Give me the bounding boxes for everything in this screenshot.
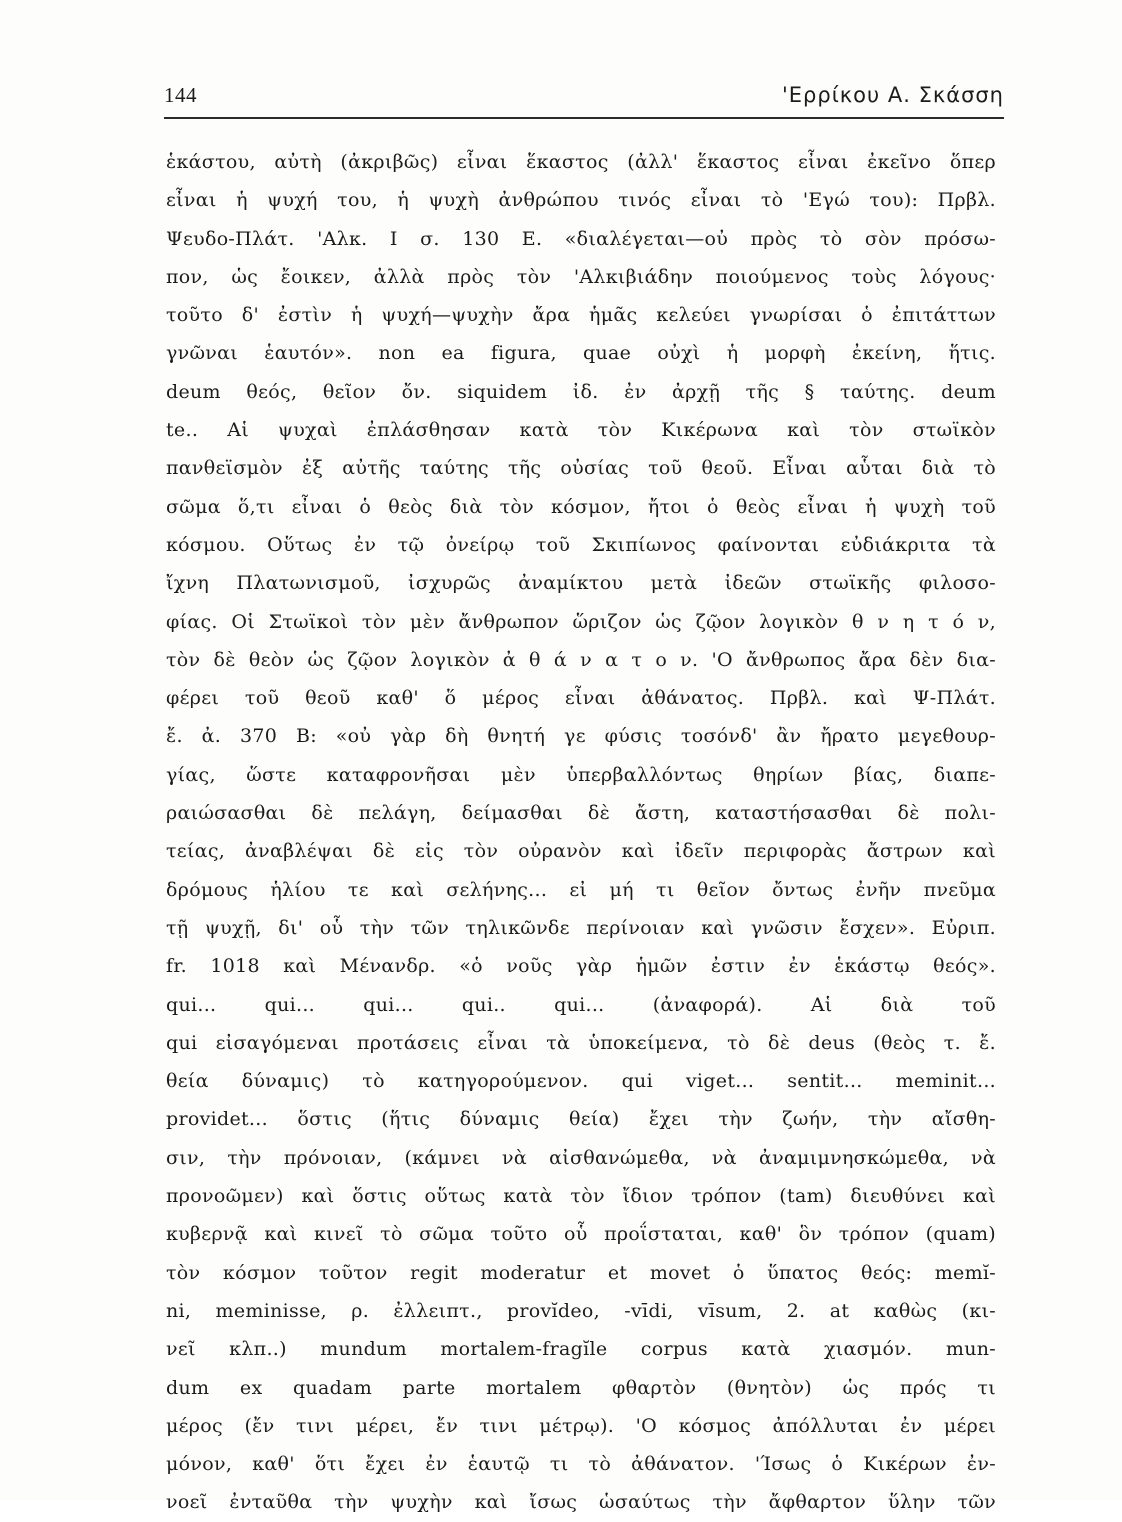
- text-line: θεία δύναμις) τὸ κατηγορούμενον. qui viget... sentit... meminit...: [166, 1070, 996, 1093]
- running-head: 'Ερρίκου Α. Σκάσση: [782, 83, 1004, 107]
- text-line: Ψευδο-Πλάτ. 'Αλκ. Ι σ. 130 Ε. «διαλέγεται—οὐ πρὸς τὸ σὸν πρόσω-: [166, 227, 996, 250]
- text-line: προνοῶμεν) καὶ ὅστις οὕτως κατὰ τὸν ἴδιον τρόπον (tam) διευθύνει καὶ: [166, 1185, 996, 1208]
- text-line: μόνον, καθ' ὅτι ἔχει ἐν ἑαυτῷ τι τὸ ἀθάνατον. 'Ίσως ὁ Κικέρων ἐν-: [166, 1453, 996, 1476]
- text-line: τὸν κόσμον τοῦτον regit moderatur et movet ὁ ὕπατος θεός: memĭ-: [166, 1261, 996, 1284]
- text-line: σιν, τὴν πρόνοιαν, (κάμνει νὰ αἰσθανώμεθα, νὰ ἀναμιμνησκώμεθα, νὰ: [166, 1146, 996, 1169]
- text-line: σῶμα ὅ,τι εἶναι ὁ θεὸς διὰ τὸν κόσμον, ἤτοι ὁ θεὸς εἶναι ἡ ψυχὴ τοῦ: [166, 495, 996, 518]
- text-line: ni, meminisse, ρ. ἐλλειπτ., provĭdeo, -vīdi, vīsum, 2. at καθὼς (κι-: [166, 1299, 996, 1322]
- text-line: ἔ. ἀ. 370 Β: «οὐ γὰρ δὴ θνητή γε φύσις τοσόνδ' ἂν ἤρατο μεγεθουρ-: [166, 725, 996, 748]
- text-line: εἶναι ἡ ψυχή του, ἡ ψυχὴ ἀνθρώπου τινός εἶναι τὸ 'Εγώ του): Πρβλ.: [166, 189, 996, 212]
- page-header: [164, 83, 1004, 119]
- text-line: providet... ὅστις (ἥτις δύναμις θεία) ἔχει τὴν ζωήν, τὴν αἴσθη-: [166, 1108, 996, 1131]
- text-line: γίας, ὥστε καταφρονῆσαι μὲν ὑπερβαλλόντως θηρίων βίας, διαπε-: [166, 763, 996, 786]
- text-line: κόσμου. Οὕτως ἐν τῷ ὀνείρῳ τοῦ Σκιπίωνος φαίνονται εὐδιάκριτα τὰ: [166, 533, 996, 556]
- body-text: [166, 143, 996, 1522]
- page-number: 144: [164, 83, 197, 107]
- text-line: πον, ὡς ἔοικεν, ἀλλὰ πρὸς τὸν 'Αλκιβιάδην ποιούμενος τοὺς λόγους·: [166, 265, 996, 288]
- text-line: νοεῖ ἐνταῦθα τὴν ψυχὴν καὶ ἴσως ὡσαύτως τὴν ἄφθαρτον ὕλην τῶν: [166, 1491, 996, 1514]
- text-line: πανθεϊσμὸν ἐξ αὐτῆς ταύτης τῆς οὐσίας τοῦ θεοῦ. Εἶναι αὗται διὰ τὸ: [166, 457, 996, 480]
- text-line: qui εἰσαγόμεναι προτάσεις εἶναι τὰ ὑποκείμενα, τὸ δὲ deus (θεὸς τ. ἔ.: [166, 1031, 996, 1054]
- text-line: τῇ ψυχῇ, δι' οὗ τὴν τῶν τηλικῶνδε περίνοιαν καὶ γνῶσιν ἔσχεν». Εὐριπ.: [166, 916, 996, 939]
- text-line: dum ex quadam parte mortalem φθαρτὸν (θνητὸν) ὡς πρός τι: [166, 1376, 996, 1399]
- text-line: ἑκάστου, αὐτὴ (ἀκριβῶς) εἶναι ἕκαστος (ἀλλ' ἕκαστος εἶναι ἐκεῖνο ὅπερ: [166, 151, 996, 173]
- text-line: ἴχνη Πλατωνισμοῦ, ἰσχυρῶς ἀναμίκτου μετὰ ἰδεῶν στωϊκῆς φιλοσο-: [166, 572, 996, 595]
- text-line: qui... qui... qui... qui.. qui... (ἀναφορά). Αἱ διὰ τοῦ: [166, 993, 996, 1016]
- text-line: γνῶναι ἑαυτόν». non ea figura, quae οὐχὶ ἡ μορφὴ ἐκείνη, ἥτις.: [166, 342, 996, 365]
- text-line: τοῦτο δ' ἐστὶν ἡ ψυχή—ψυχὴν ἄρα ἡμᾶς κελεύει γνωρίσαι ὁ ἐπιτάττων: [166, 304, 996, 327]
- text-line: νεῖ κλπ..) mundum mortalem-fragĭle corpus κατὰ χιασμόν. mun-: [166, 1338, 996, 1361]
- text-line: φίας. Οἱ Στωϊκοὶ τὸν μὲν ἄνθρωπον ὥριζον ὡς ζῷον λογικὸν θ ν η τ ό ν,: [166, 610, 996, 633]
- text-line: τὸν δὲ θεὸν ὡς ζῷον λογικὸν ἀ θ ά ν α τ ο ν. 'Ο ἄνθρωπος ἄρα δὲν δια-: [166, 648, 996, 671]
- text-line: te.. Αἱ ψυχαὶ ἐπλάσθησαν κατὰ τὸν Κικέρωνα καὶ τὸν στωϊκὸν: [166, 419, 996, 442]
- text-line: ραιώσασθαι δὲ πελάγη, δείμασθαι δὲ ἄστη, καταστήσασθαι δὲ πολι-: [166, 802, 996, 825]
- text-line: δρόμους ἡλίου τε καὶ σελήνης... εἰ μή τι θεῖον ὄντως ἐνῆν πνεῦμα: [166, 878, 996, 901]
- text-line: κυβερνᾷ καὶ κινεῖ τὸ σῶμα τοῦτο οὗ προΐσταται, καθ' ὃν τρόπον (quam): [166, 1223, 996, 1246]
- text-line: fr. 1018 καὶ Μένανδρ. «ὁ νοῦς γὰρ ἡμῶν ἐστιν ἐν ἑκάστῳ θεός».: [166, 955, 996, 978]
- text-line: τείας, ἀναβλέψαι δὲ εἰς τὸν οὐρανὸν καὶ ἰδεῖν περιφορὰς ἄστρων καὶ: [166, 840, 996, 863]
- text-line: μέρος (ἔν τινι μέρει, ἔν τινι μέτρῳ). 'Ο κόσμος ἀπόλλυται ἐν μέρει: [166, 1414, 996, 1437]
- text-line: deum θεός, θεῖον ὄν. siquidem ἰδ. ἐν ἀρχῇ τῆς § ταύτης. deum: [166, 380, 996, 403]
- text-line: φέρει τοῦ θεοῦ καθ' ὅ μέρος εἶναι ἀθάνατος. Πρβλ. καὶ Ψ-Πλάτ.: [166, 687, 996, 710]
